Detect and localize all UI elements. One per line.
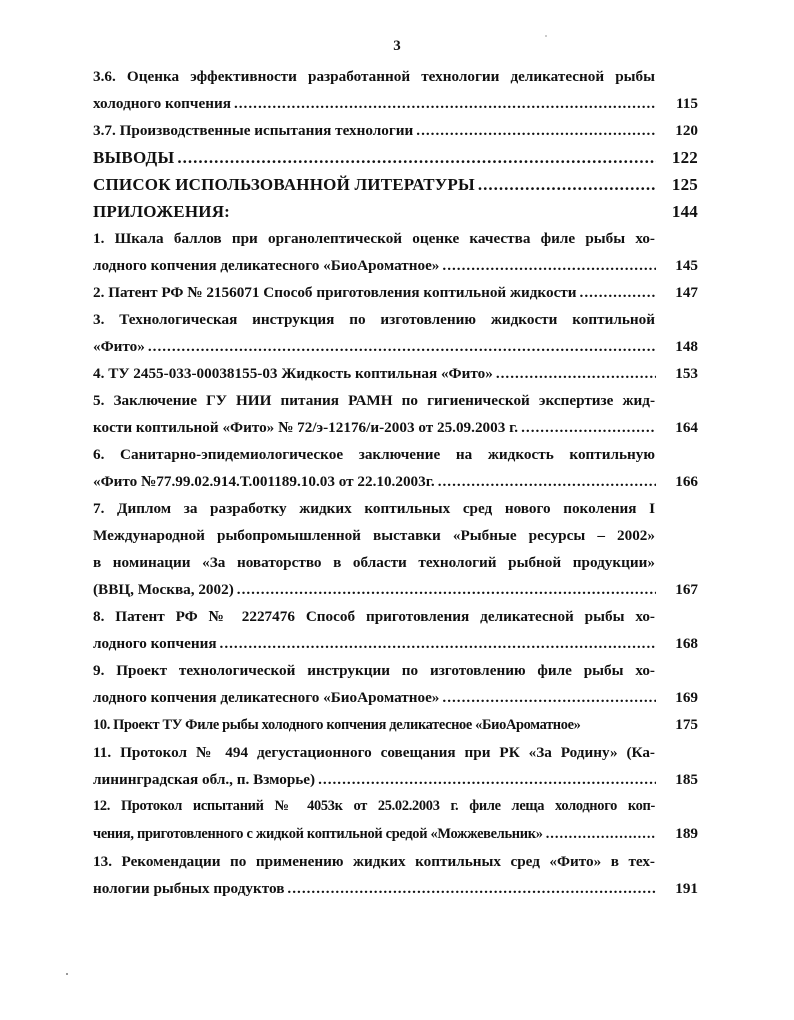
toc-entry-text: 11. Протокол № 494 дегустационного совещания при РК «За Родину» (Ка- — [93, 744, 655, 761]
dot-leader — [234, 90, 656, 117]
toc-entry-text: 6. Санитарно-эпидемиологическое заключение на жидкость коптильную — [93, 446, 655, 463]
dot-leader — [442, 252, 656, 279]
toc-page-number: 175 — [675, 716, 698, 733]
dot-leader — [546, 821, 656, 848]
toc-entry-text: ВЫВОДЫ — [93, 148, 175, 167]
toc-entry-text: 3. Технологическая инструкция по изготовлению жидкости коптильной — [93, 311, 655, 328]
toc-entry-appendix-1 — [93, 225, 698, 279]
toc-page-number: 185 — [675, 771, 698, 788]
toc-page-number: 168 — [675, 635, 698, 652]
toc-entry-appendix-4 — [93, 360, 698, 387]
toc-entry-text: 8. Патент РФ № 2227476 Способ приготовления деликатесной рыбы хо- — [93, 608, 655, 625]
dot-leader — [237, 576, 656, 603]
toc-entry-text: кости коптильной «Фито» № 72/э-12176/и-2003 от 25.09.2003 г. — [93, 419, 519, 436]
toc-entry-text: СПИСОК ИСПОЛЬЗОВАННОЙ ЛИТЕРАТУРЫ — [93, 175, 475, 194]
toc-entry-appendix-11 — [93, 739, 698, 793]
toc-entry-appendix-8 — [93, 603, 698, 657]
toc-page-number: 191 — [675, 880, 698, 897]
toc-entry-appendix-12 — [93, 793, 698, 848]
toc-entry-text: 5. Заключение ГУ НИИ питания РАМН по гигиенической экспертизе жид- — [93, 392, 655, 409]
dot-leader — [496, 360, 656, 387]
toc-page-number: 145 — [675, 257, 698, 274]
toc-entry-conclusions — [93, 144, 698, 171]
toc-entry-text: лодного копчения деликатесного «БиоАроматное» — [93, 689, 440, 706]
dot-leader — [478, 171, 656, 198]
toc-entry-text: 3.6. Оценка эффективности разработанной технологии деликатесной рыбы — [93, 68, 655, 85]
toc-page-number: 169 — [675, 689, 698, 706]
toc-entry-appendix-9 — [93, 657, 698, 711]
toc-entry-text: лодного копчения деликатесного «БиоАроматное» — [93, 257, 440, 274]
dot-leader — [177, 144, 656, 171]
toc-entry-text: 7. Диплом за разработку жидких коптильных сред нового поколения I — [93, 500, 655, 517]
toc-entry-text: ПРИЛОЖЕНИЯ: — [93, 202, 231, 221]
toc-entry-3-6 — [93, 63, 698, 117]
toc-entry-3-7 — [93, 117, 698, 144]
toc-page-number: 147 — [675, 284, 698, 301]
toc-entry-appendix-7 — [93, 495, 698, 603]
toc-page-number: 148 — [675, 338, 698, 355]
scan-speck — [545, 35, 547, 37]
toc-page-number: 166 — [675, 473, 698, 490]
toc-entry-appendix-2 — [93, 279, 698, 306]
toc-entry-appendix-3 — [93, 306, 698, 360]
toc-entry-text: 1. Шкала баллов при органолептической оценке качества филе рыбы хо- — [93, 230, 655, 247]
toc-page-number: 167 — [675, 581, 698, 598]
toc-entry-text: «Фито» — [93, 338, 145, 355]
toc-page-number: 115 — [676, 95, 698, 112]
toc-page-number: 189 — [675, 825, 698, 842]
toc-entry-text: холодного копчения — [93, 95, 231, 112]
toc-entry-appendix-10 — [93, 711, 698, 739]
toc-entry-text: лодного копчения — [93, 635, 217, 652]
dot-leader — [148, 333, 656, 360]
toc-entry-appendices — [93, 198, 698, 225]
dot-leader — [287, 875, 656, 902]
dot-leader — [521, 414, 656, 441]
toc-entry-text: нологии рыбных продуктов — [93, 880, 285, 897]
toc-entry-appendix-6 — [93, 441, 698, 495]
toc-entry-text: лининградская обл., п. Взморье) — [93, 771, 316, 788]
toc-entry-appendix-13 — [93, 848, 698, 902]
page-number: 3 — [393, 38, 401, 54]
toc-entry-text: Международной рыбопромышленной выставки «Рыбные ресурсы – 2002» — [93, 527, 655, 544]
toc-page-number: 144 — [671, 202, 698, 221]
toc-entry-appendix-5 — [93, 387, 698, 441]
dot-leader — [442, 684, 656, 711]
toc-entry-text: 3.7. Производственные испытания технологии — [93, 122, 414, 139]
toc-entry-text: 12. Протокол испытаний № 4053к от 25.02.2003 г. филе леща холодного коп- — [93, 798, 655, 814]
toc-page-number: 120 — [675, 122, 698, 139]
toc-page-number: 153 — [675, 365, 698, 382]
toc-page-number: 164 — [675, 419, 698, 436]
dot-leader — [416, 117, 656, 144]
toc-entry-references — [93, 171, 698, 198]
toc-entry-text: (ВВЦ, Москва, 2002) — [93, 581, 234, 598]
toc-entry-text: в номинации «За новаторство в области технологий рыбной продукции» — [93, 554, 655, 571]
dot-leader — [318, 766, 656, 793]
toc-entry-text: 10. Проект ТУ Филе рыбы холодного копчения деликатесное «БиоАроматное» — [93, 717, 581, 733]
toc-entry-text: чения, приготовленного с жидкой коптильной средой «Можжевельник» — [93, 826, 543, 842]
toc-entry-text: 2. Патент РФ № 2156071 Способ приготовления коптильной жидкости — [93, 284, 577, 301]
toc-page-number: 122 — [671, 148, 698, 167]
dot-leader — [438, 468, 656, 495]
table-of-contents — [93, 63, 698, 902]
scan-speck — [66, 973, 68, 975]
toc-entry-text: 13. Рекомендации по применению жидких коптильных сред «Фито» в тех- — [93, 853, 655, 870]
dot-leader — [580, 279, 656, 306]
dot-leader — [220, 630, 656, 657]
toc-entry-text: 4. ТУ 2455-033-00038155-03 Жидкость коптильная «Фито» — [93, 365, 493, 382]
toc-page-number: 125 — [671, 175, 698, 194]
toc-entry-text: «Фито №77.99.02.914.Т.001189.10.03 от 22.10.2003г. — [93, 473, 435, 490]
toc-entry-text: 9. Проект технологической инструкции по изготовлению филе рыбы хо- — [93, 662, 655, 679]
